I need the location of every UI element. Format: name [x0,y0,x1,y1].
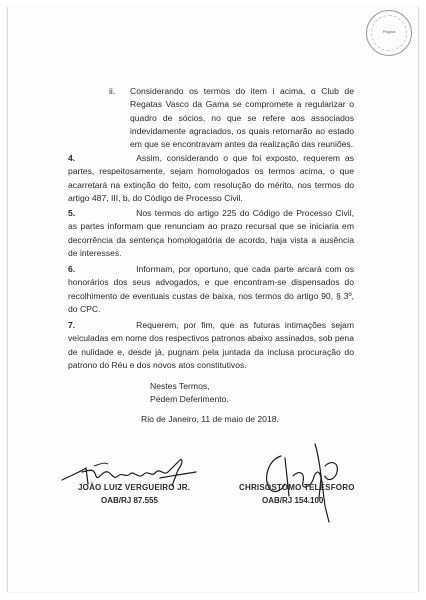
place-date: Rio de Janeiro, 11 de maio de 2018. [141,414,279,424]
paragraph-text: Assim, considerando o que foi exposto, requerem as partes, respeitosamente, sejam homologados os termos acima, o que acarretará na extinção do feito, com resolução do mérito, nos termos do artigo 487, III, b, do Código de Processo Civil. [68,153,354,203]
paragraph-number: 5. [68,208,76,218]
seal-center-text: Página [382,29,396,34]
paragraph-number: 7. [68,320,76,330]
signer-1-oab: OAB/RJ 87.555 [101,496,158,505]
paragraph-text: Requerem, por fim, que as futuras intimações sejam veiculadas em nome dos respectivos patronos abaixo assinados, sob pena de nulidade e, desde já, pugnam pela juntada da inclusa procuração do patrono do Réu e dos novos atos constitutivos. [68,320,354,370]
paragraph-4 [68,152,354,205]
stamp-seal [366,10,412,56]
signature-2-scribble [255,436,355,526]
closing-line-2: Pedem Deferimento. [150,394,229,404]
item-number: ii. [109,86,116,96]
paragraph-number: 6. [68,264,76,274]
signer-1-name: JOÃO LUIZ VERGUEIRO JR. [78,483,191,492]
paragraph-7 [68,319,354,372]
paragraph-text: Considerando os termos do item i acima, o Club de Regatas Vasco da Gama se compromete a regularizar o quadro de sócios, no que se refere aos associados indevidamente agraciados, os quais retornarão ao estado em que se encontravam antes da realização das reuniões. [130,86,354,150]
signer-2-name: CHRISÓSTOMO TELÉSFORO [239,483,355,492]
signer-2-oab: OAB/RJ 154.100 [262,496,324,505]
paragraph-text: Nos termos do artigo 225 do Código de Processo Civil, as partes informam que renunciam ao prazo recursal que se iniciaria em decorrência da sentença homologatória de acordo, haja vista a ausência de interesses. [68,208,354,258]
paragraph-6 [68,263,354,316]
paragraph-text: Informam, por oportuno, que cada parte arcará com os honorários dos seus advogados, e que encontram-se dispensados do recolhimento de eventuais custas de baixa, nos termos do artigo 90, § 3º, do CPC. [68,264,354,314]
paragraph-5 [68,207,354,260]
closing-line-1: Nestes Termos, [150,381,210,391]
paragraph-item-ii [130,85,354,151]
paragraph-number: 4. [68,153,76,163]
